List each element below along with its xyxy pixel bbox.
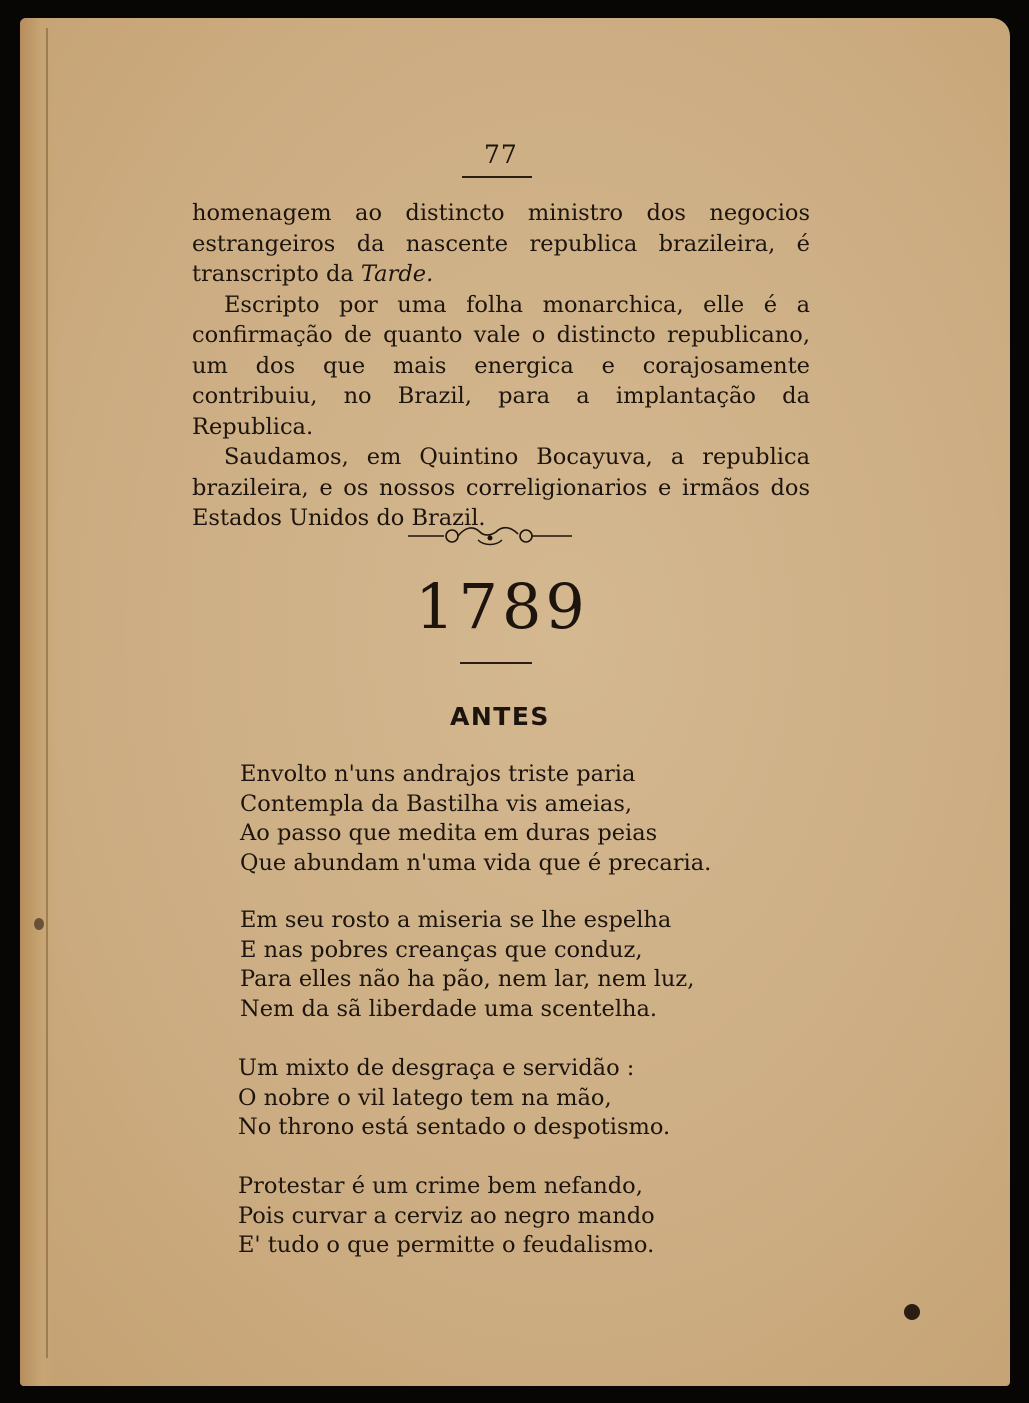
page-number: 77 [484,140,518,169]
binding-edge [46,28,48,1358]
stanza-2 [240,906,694,1024]
year-rule [460,662,532,664]
verse-line: Nem da sã liberdade uma scentelha. [240,995,658,1022]
prose-paragraph-3: Saudamos, em Quintino Bocayuva, a republica brazileira, e os nossos correligionarios e irmãos dos Estados Unidos do Brazil. [192,444,810,531]
verse-line: O nobre o vil latego tem na mão, [238,1084,612,1111]
year-heading: 1789 [415,570,589,643]
ink-spot [34,918,44,930]
prose-paragraph-2: Escripto por uma folha monarchica, elle é a confirmação de quanto vale o distincto republicano, um dos que mais energica e corajosamente contribuiu, no Brazil, para a implantação da Republica. [192,291,810,440]
stanza-1 [240,760,711,878]
verse-line: Contempla da Bastilha vis ameias, [240,790,633,817]
poem-title: ANTES [450,702,550,731]
prose-block [192,198,810,534]
verse-line: Protestar é um crime bem nefando, [238,1173,643,1199]
verse-line: Para elles não ha pão, nem lar, nem luz, [240,966,695,992]
stanza-4 [238,1172,655,1261]
newspaper-title: Tarde. [360,261,434,287]
verse-line: E' tudo o que permitte o feudalismo. [238,1232,655,1258]
verse-line: Ao passo que medita em duras peias [240,820,658,846]
page-number-rule [462,176,532,178]
verse-line: Que abundam n'uma vida que é precaria. [240,849,712,876]
page-gutter-shadow [20,18,56,1386]
verse-line: Pois curvar a cerviz ao negro mando [238,1202,655,1229]
ornament-divider-icon [406,522,574,550]
verse-line: E nas pobres creanças que conduz, [240,936,643,963]
prose-paragraph-1-text: homenagem ao distincto ministro dos negocios estrangeiros da nascente republica brazileira, é transcripto da [192,200,810,287]
verse-line: Envolto n'uns andrajos triste paria [240,761,636,787]
prose-paragraph-1 [192,198,810,290]
verse-line: Um mixto de desgraça e servidão : [238,1055,635,1081]
stanza-3 [238,1054,670,1143]
verse-line: Em seu rosto a miseria se lhe espelha [240,907,672,933]
ink-spot [904,1304,920,1320]
verse-line: No throno está sentado o despotismo. [238,1114,671,1140]
